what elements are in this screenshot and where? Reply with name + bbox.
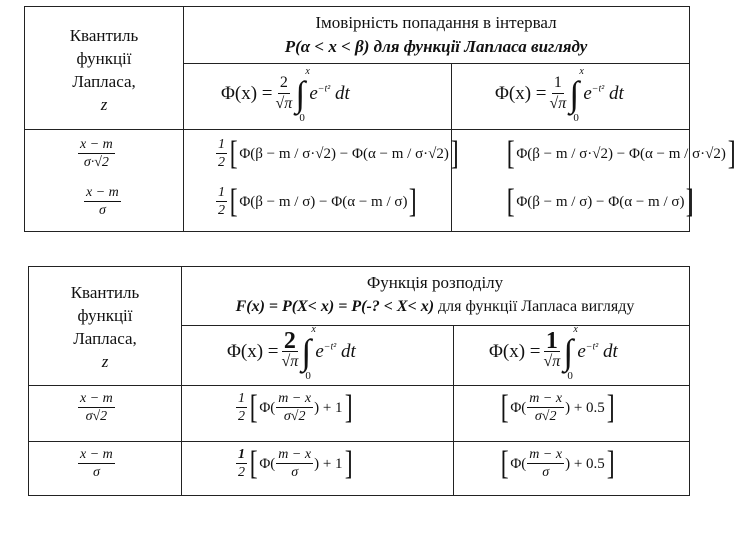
z-num: x − m <box>86 185 119 200</box>
addend: ) + 1 <box>314 455 343 472</box>
integral-upper: x <box>305 65 310 77</box>
formula-text: Φ(β − m / σ·√2) − Φ(α − m / σ·√2) <box>516 145 726 162</box>
coef-den: √π <box>549 95 567 112</box>
inner-fraction <box>276 391 313 425</box>
interval-formula-right-row1: [ Φ(β − m / σ·√2) − Φ(α − m / σ·√2) ] <box>506 135 736 172</box>
dt: dt <box>335 82 350 104</box>
formula-text: Φ(β − m / σ) − Φ(α − m / σ) <box>239 193 408 210</box>
integral-sign: ∫ x 0 <box>301 323 316 382</box>
integral-lower: 0 <box>573 111 579 124</box>
coef-den: √π <box>281 353 299 370</box>
title-line-1: Імовірність попадання в інтервал <box>315 13 557 32</box>
z-num: x − m <box>80 391 113 406</box>
row-divider <box>25 129 689 130</box>
distribution-formula-right-row2: [ Φ( $\frac{m - x}{\sigma}$ ) + 0.5 ] <box>500 445 615 482</box>
integral-lower: 0 <box>567 369 573 382</box>
laplace-formula-right <box>489 323 618 382</box>
quantile-header-line: z <box>101 352 109 371</box>
title-line-2-rest: для функції Лапласа вигляду <box>434 298 635 315</box>
inner-fraction <box>276 447 313 481</box>
integrand <box>583 83 624 105</box>
row-divider <box>29 441 689 442</box>
coef-den: √π <box>275 95 293 112</box>
integral-lower: 0 <box>299 111 305 124</box>
integral-sign: ∫ x 0 <box>563 323 578 382</box>
inner-fraction <box>527 391 564 425</box>
z-fraction <box>84 185 121 219</box>
integral-upper: x <box>579 65 584 77</box>
half-coef <box>236 391 247 425</box>
inner-den: σ√2 <box>283 409 306 424</box>
z-num: x − m <box>80 137 113 152</box>
integrand <box>315 341 356 363</box>
integrand <box>309 83 350 105</box>
integrand-exp: −t² <box>585 341 599 353</box>
coef-fraction <box>543 328 561 372</box>
quantile-header-line: z <box>100 95 108 114</box>
z-num: x − m <box>80 447 113 462</box>
dt: dt <box>341 340 356 362</box>
interval-formula-left-row1: $\frac{1}{2}$ [ Φ(β − m / σ·√2) − Φ(α − m / σ·√2) ] <box>218 135 459 172</box>
inner-fraction <box>527 447 564 481</box>
z-den: σ <box>92 465 100 480</box>
z-den: σ <box>98 203 106 218</box>
coef-den: 2 <box>238 465 245 480</box>
formula-text: Φ(β − m / σ) − Φ(α − m / σ) <box>516 193 685 210</box>
dt: dt <box>603 340 618 362</box>
table-title <box>181 273 689 323</box>
z-fraction <box>78 137 115 171</box>
title-line-1: Функція розподілу <box>366 273 504 292</box>
distribution-formula-left-row1: $\frac{1}{2}$ [ Φ( $\frac{m - x}{\sigma√2}$ ) + 1 ] <box>238 389 353 426</box>
inner-num: m − x <box>278 391 312 406</box>
integrand-base: e <box>315 340 324 362</box>
inner-num: m − x <box>529 447 563 462</box>
integrand-base: e <box>577 340 586 362</box>
quantile-header-line: функції <box>77 306 133 325</box>
coef-num: 1 <box>238 447 245 462</box>
quantile-header-line: функції <box>76 49 132 68</box>
z-fraction <box>78 447 115 481</box>
coef-den: 2 <box>238 409 245 424</box>
integral-sign: ∫ x 0 <box>569 65 584 124</box>
inner-den: σ√2 <box>534 409 557 424</box>
addend: ) + 1 <box>314 399 343 416</box>
quantile-z-row2 <box>77 447 116 481</box>
laplace-formula-left <box>221 65 350 124</box>
z-den: σ·√2 <box>83 155 109 170</box>
integrand-exp: −t² <box>591 83 605 95</box>
column-divider <box>453 325 454 495</box>
integral-upper: x <box>311 323 316 335</box>
quantile-z-row2 <box>83 185 122 219</box>
coef-num: 2 <box>278 73 290 94</box>
z-fraction <box>78 391 115 425</box>
phi-lhs: Φ(x) = <box>489 340 541 362</box>
inner-num: m − x <box>278 447 312 462</box>
z-den: σ√2 <box>85 409 108 424</box>
quantile-header-line: Квантиль <box>69 26 139 45</box>
row-divider <box>29 385 689 386</box>
quantile-z-row1 <box>77 137 116 171</box>
interval-formula-right-row2: [ Φ(β − m / σ) − Φ(α − m / σ) ] <box>506 183 695 220</box>
half-coef <box>236 447 247 481</box>
phi-lhs: Φ(x) = <box>227 340 279 362</box>
coef-den: √π <box>543 353 561 370</box>
formula-text: Φ(β − m / σ·√2) − Φ(α − m / σ·√2) <box>239 145 449 162</box>
quantile-header <box>25 15 183 125</box>
integral-sign: ∫ x 0 <box>295 65 310 124</box>
half-coef: $\frac{1}{2}$ <box>218 137 225 170</box>
distribution-formula-right-row1: [ Φ( $\frac{m - x}{\sigma√2}$ ) + 0.5 ] <box>500 389 615 426</box>
quantile-z-row1 <box>77 391 116 425</box>
integrand-base: e <box>309 82 318 104</box>
phi-lhs: Φ(x) = <box>221 82 273 104</box>
integral-lower: 0 <box>305 369 311 382</box>
distribution-function-table <box>28 266 690 496</box>
addend: ) + 0.5 <box>565 399 605 416</box>
coef-num: 1 <box>545 328 558 354</box>
inner-num: m − x <box>529 391 563 406</box>
title-line-2-bold: F(x) = P(X< x) = P(-? < X< x) <box>235 298 435 315</box>
half-coef: $\frac{1}{2}$ <box>218 185 225 218</box>
phi-lhs: Φ(x) = <box>495 82 547 104</box>
coef-num: 2 <box>283 328 296 354</box>
coef-fraction <box>281 328 299 372</box>
integrand-base: e <box>583 82 592 104</box>
title-line-2 <box>181 297 689 317</box>
row-divider <box>181 325 689 326</box>
quantile-header-line: Лапласа, <box>72 72 136 91</box>
integrand-exp: −t² <box>317 83 331 95</box>
integrand <box>577 341 618 363</box>
integrand-exp: −t² <box>323 341 337 353</box>
distribution-formula-left-row2: $\frac{1}{2}$ [ Φ( $\frac{m - x}{\sigma}$ ) + 1 ] <box>238 445 353 482</box>
row-divider <box>183 63 689 64</box>
coef-fraction <box>550 73 567 114</box>
integral-upper: x <box>573 323 578 335</box>
coef-num: 1 <box>552 73 564 94</box>
coef-num: 1 <box>238 391 245 406</box>
dt: dt <box>609 82 624 104</box>
quantile-header-line: Квантиль <box>70 283 140 302</box>
table-title <box>183 11 689 61</box>
addend: ) + 0.5 <box>565 455 605 472</box>
title-line-2: P(α < x < β) для функції Лапласа вигляду <box>284 37 588 56</box>
quantile-header <box>29 273 181 381</box>
probability-interval-table <box>24 6 736 232</box>
interval-formula-left-row2: $\frac{1}{2}$ [ Φ(β − m / σ) − Φ(α − m / σ) ] <box>218 183 418 220</box>
coef-fraction <box>276 73 293 114</box>
inner-den: σ <box>291 465 299 480</box>
quantile-header-line: Лапласа, <box>73 329 137 348</box>
laplace-formula-right <box>495 65 624 124</box>
inner-den: σ <box>542 465 550 480</box>
laplace-formula-left <box>227 323 356 382</box>
